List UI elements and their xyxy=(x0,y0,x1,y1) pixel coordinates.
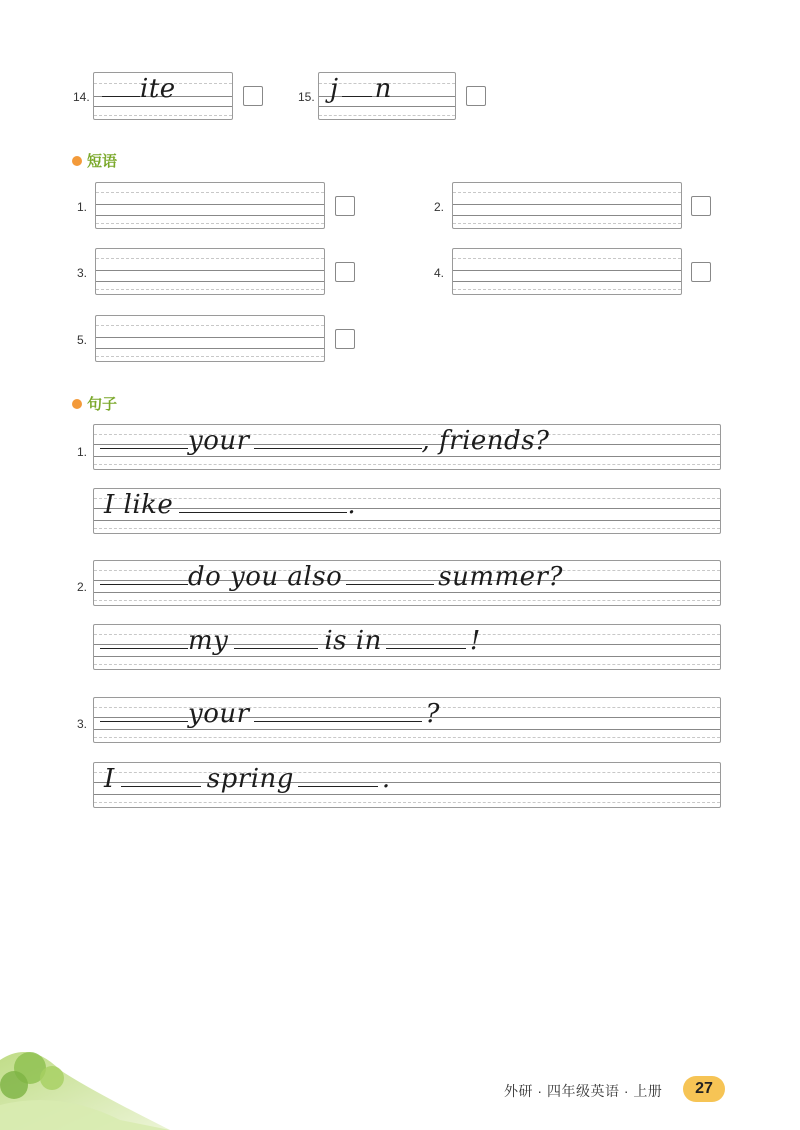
page-number: 27 xyxy=(683,1076,725,1102)
writing-lines[interactable] xyxy=(452,182,682,229)
sentence-line: do you also summer? xyxy=(100,562,563,592)
checkbox[interactable] xyxy=(466,86,486,106)
section-title-sentences: 句子 xyxy=(72,393,117,414)
bullet-icon xyxy=(72,156,82,166)
writing-lines[interactable] xyxy=(95,248,325,295)
answer-blank xyxy=(100,720,188,722)
item-number: 2. xyxy=(434,200,445,214)
answer-blank xyxy=(254,447,422,449)
answer-blank xyxy=(254,720,422,722)
handwriting-word-14: ite xyxy=(102,74,176,104)
writing-lines[interactable] xyxy=(95,182,325,229)
answer-blank xyxy=(346,583,434,585)
sentence-line: your , friends? xyxy=(100,426,549,456)
handwriting-word-15: j n xyxy=(330,74,392,104)
bullet-icon xyxy=(72,399,82,409)
writing-lines[interactable] xyxy=(95,315,325,362)
answer-blank xyxy=(234,647,318,649)
sentence-line: your ? xyxy=(100,699,440,729)
answer-blank xyxy=(100,583,188,585)
checkbox[interactable] xyxy=(335,262,355,282)
item-number: 14. xyxy=(73,90,90,104)
checkbox[interactable] xyxy=(335,329,355,349)
item-number: 3. xyxy=(77,717,88,731)
answer-blank xyxy=(100,447,188,449)
checkbox[interactable] xyxy=(691,262,711,282)
landscape-illustration xyxy=(0,1030,170,1130)
checkbox[interactable] xyxy=(243,86,263,106)
checkbox[interactable] xyxy=(335,196,355,216)
item-number: 3. xyxy=(77,266,88,280)
answer-blank xyxy=(342,95,372,97)
item-number: 1. xyxy=(77,200,88,214)
book-title: 外研 · 四年级英语 · 上册 xyxy=(504,1083,663,1099)
writing-lines[interactable] xyxy=(452,248,682,295)
item-number: 1. xyxy=(77,445,88,459)
sentence-line: I like . xyxy=(104,490,357,520)
sentence-line: my is in ! xyxy=(100,626,481,656)
item-number: 15. xyxy=(298,90,315,104)
section-title-phrases: 短语 xyxy=(72,150,117,171)
answer-blank xyxy=(121,785,201,787)
item-number: 5. xyxy=(77,333,88,347)
item-number: 2. xyxy=(77,580,88,594)
answer-blank xyxy=(298,785,378,787)
answer-blank xyxy=(100,647,188,649)
answer-blank xyxy=(386,647,466,649)
answer-blank xyxy=(102,95,140,97)
item-number: 4. xyxy=(434,266,445,280)
answer-blank xyxy=(179,511,347,513)
sentence-line: I spring . xyxy=(104,764,391,794)
checkbox[interactable] xyxy=(691,196,711,216)
